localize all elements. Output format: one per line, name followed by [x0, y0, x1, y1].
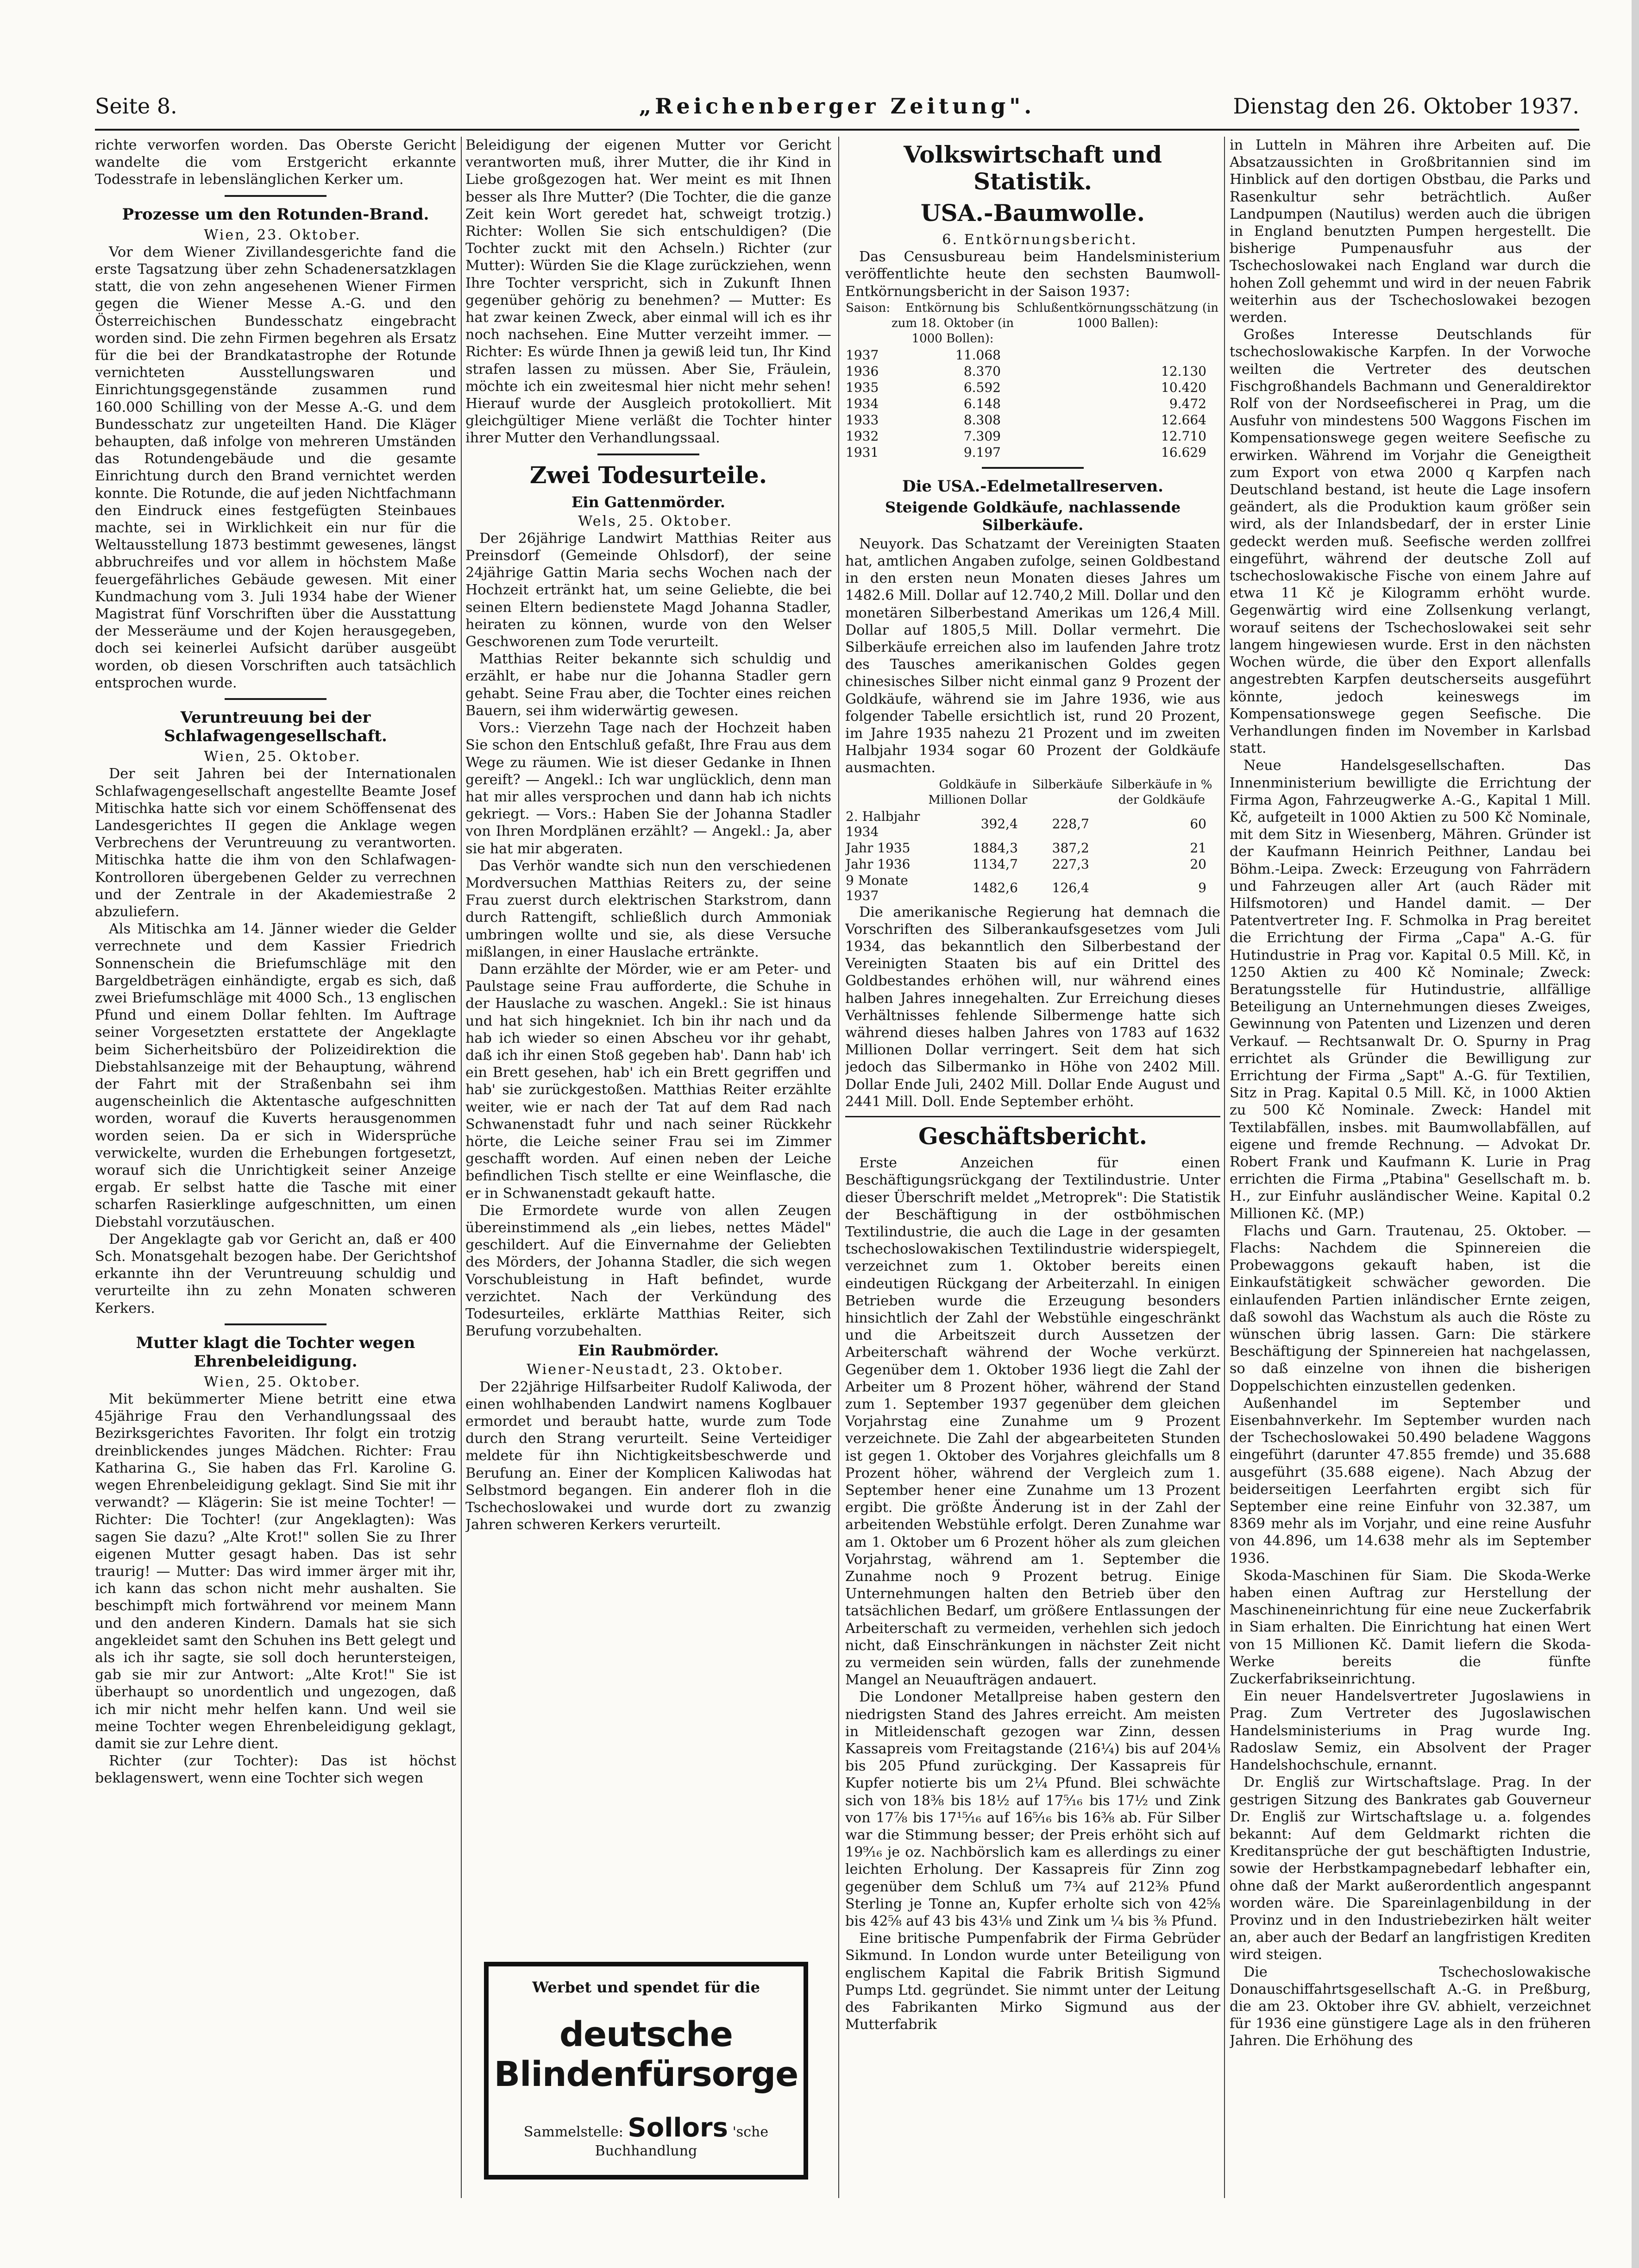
article-text: Neue Handelsgesellschaften. Das Innenministerium bewilligte die Errichtung der Firma Agon, Fahrzeugwerke A.-G., Kapital 1 Mill. Kč, aufgeteilt in 1000 Aktien zu 500 Kč Nominale, mit dem Sitz in Wiesenberg, Mähren. Gründer ist der Kaufmann Heinrich Peithner, Landau bei Böhm.-Leipa. Zweck: Erzeugung von Fahrrädern und Fahrzeugen aller Art (auch Räder mit Hilfsmotoren) und Handel damit. — Der Patentvertreter Ing. F. Schmolka in Prag bereitet die Errichtung der Firma „Capa" A.-G. für Hutindustrie in Prag vor. Kapital 0.5 Mill. Kč, in 1250 Aktien zu 400 Kč Nominale; Zweck: Beratungsstelle für Hutindustrie, allfällige Beteiligung an Unternehmungen dieses Zweiges, Gewinnung von Patenten und Lizenzen und deren Verkauf. — Rechtsanwalt Dr. O. Spurny in Prag errichtet als Gründer die Bewilligung zur Errichtung der Firma „Sapt" A.-G. für Textilien, Sitz in Prag. Kapital 0.5 Mill. Kč, in 1000 Aktien zu 500 Kč Nominale. Zweck: Handel mit Textilabfällen, insbes. mit Baumwollabfällen, auf eigene und fremde Rechnung. — Advokat Dr. Robert Frank und Kaufmann K. Lurie in Prag errichten die Firma „Ptabina" Gesellschaft m. b. H., zur Einfuhr ausländischer Weine. Kapital 0.2 Millionen Kč. (MP.) [1230, 757, 1591, 1222]
table-cell: 1482,6 [972, 880, 1018, 896]
dateline: Wien, 23. Oktober. [204, 227, 361, 243]
table-row [845, 363, 1220, 379]
column-divider [1224, 137, 1225, 2198]
table-header-cell [845, 777, 924, 808]
table-row [845, 347, 1220, 363]
table-cell: 1884,3 [972, 840, 1018, 856]
column-1 [95, 137, 456, 2198]
advertisement-box [484, 1962, 808, 2180]
article-text: Dann erzählte der Mörder, wie er am Peter- und Paulstage seine Frau aufforderte, die Schuhe in der Hauslache zu waschen. Angekl.: Sie ist hinaus und hat sich hingekniet. Ich bin ihr nach und da hab ich wieder so einen Abscheu vor ihr gehabt, daß ich ihr einen Stoß gegeben hab'. Dann hab' ich ein Brett gesehen, hab' ich ein Brett gegriffen und hab' sie zurückgestoßen. Matthias Reiter erzählte weiter, wie er nach der Tat auf dem Rad nach Schwanenstadt fuhr und nach seiner Rückkehr hörte, die Leiche seiner Frau sei im Zimmer geschafft worden. Auf einen neben der Leiche befindlichen Tisch stellte er eine Weinflasche, die er in Schwanenstadt gekauft hatte. [465, 961, 831, 1202]
newspaper-name: „Reichenberger Zeitung". [639, 94, 1036, 119]
table-header-cell: Schlußentkörnungsschätzung (in 1000 Ballen): [1016, 301, 1219, 330]
article-text: Skoda-Maschinen für Siam. Die Skoda-Werke haben einen Auftrag zur Herstellung der Maschineneinrichtung für eine neue Zuckerfabrik in Siam erhalten. Die Einrichtung hat einen Wert von 15 Millionen Kč. Damit liefern die Skoda-Werke bereits die fünfte Zuckerfabrikseinrichtung. [1230, 1567, 1591, 1688]
article-text: Der 22jährige Hilfsarbeiter Rudolf Kaliwoda, der einen wohlhabenden Landwirt namens Koglbauer ermordet und beraubt hatte, wurde zum Tode durch den Strang verurteilt. Seine Verteidiger meldete für ihn Nichtigkeitsbeschwerde und Berufung an. Einer der Komplicen Kaliwodas hat Selbstmord begangen. Ein anderer floh in die Tschechoslowakei und wurde dort zu zwanzig Jahren schweren Kerkers verurteilt. [465, 1379, 831, 1533]
table-cell: 12.710 [1161, 428, 1206, 444]
article-subheadline: Ein Gattenmörder. [571, 493, 726, 511]
section-title: Geschäftsbericht. [918, 1122, 1148, 1150]
article-text: Das Verhör wandte sich nun den verschiedenen Mordversuchen Matthias Reiters zu, der seine Frau zuerst durch elektrischen Starkstrom, dann durch Rattengift, schließlich durch Ammoniak umbringen wollte und sie, als diese Versuche mißlangen, in einer Hauslache ertränkte. [465, 857, 831, 960]
article-text: Mit bekümmerter Miene betritt eine etwa 45jährige Frau den Verhandlungssaal des Bezirksgerichtes Favoriten. Ihr folgt ein trotzig dreinblickendes junges Mädchen. Richter: Frau Katharina G., Sie haben das Frl. Karoline G. wegen Ehrenbeleidigung geklagt. Sind Sie mit ihr verwandt? — Klägerin: Sie ist meine Tochter! — Richter: Die Tochter! (zur Angeklagten): Was sagen Sie dazu? „Alte Krot!" sollen Sie zu Ihrer eigenen Mutter gesagt haben. Das ist sehr traurig! — Mutter: Das wird immer ärger mit ihr, ich kann das schon nicht mehr aushalten. Sie beschimpft mich fortwährend vor meinem Mann und den anderen Kindern. Damals hat sie sich angekleidet samt den Schuhen ins Bett gelegt und als ich ihr sagte, sie soll doch heruntersteigen, gab sie mir zur Antwort: „Alte Krot!" Sie ist überhaupt so unordentlich und ungezogen, daß ich mir nicht mehr helfen kann. Und weil sie meine Tochter wegen Ehrenbeleidigung geklagt, damit sie zur Lehre dient. [95, 1391, 456, 1752]
table-cell: 228,7 [1052, 816, 1089, 832]
table-cell: 11.068 [955, 347, 1001, 363]
page-header [95, 88, 1579, 124]
table-cell: 227,3 [1052, 856, 1089, 872]
article-text: Das Censusbureau beim Handelsministerium veröffentlichte heute den sechsten Baumwoll-Entkörnungsbericht in der Saison 1937: [845, 249, 1220, 300]
article-text: Erste Anzeichen für einen Beschäftigungsrückgang der Textilindustrie. Unter dieser Überschrift meldet „Metroprek": Die Statistik der Beschäftigung in der ostböhmischen Textilindustrie, die auch die Lage in der gesamten tschechoslowakischen Textilindustrie widerspiegelt, verzeichnet zum 1. Oktober bereits einen eindeutigen Rückgang der Arbeiterzahl. In einigen Betrieben wurde die Erzeugung besonders hinsichtlich der Zahl der Webstühle eingeschränkt und die Arbeitszeit durch Aussetzen der Arbeiterschaft während der Woche verkürzt. Gegenüber dem 1. Oktober 1936 liegt die Zahl der Arbeiter um 8 Prozent höher, während der Stand zum 1. September 1937 gegenüber dem gleichen Vorjahrstag eine Zunahme um 9 Prozent verzeichnete. Die Zahl der abgearbeiteten Stunden ist gegen 1. Oktober des Vorjahres gleichfalls um 8 Prozent höher, während der Vergleich zum 1. September hener eine Zunahme um 13 Prozent ergibt. Die größte Änderung ist in der Zahl der arbeitenden Webstühle erfolgt. Deren Zunahme war am 1. Oktober um 6 Prozent höher als zum gleichen Vorjahrstag, während am 1. September die Zunahme noch 9 Prozent betrug. Einige Unternehmungen halten den Betrieb über den tatsächlichen Bedarf, um größere Entlassungen der Arbeiterschaft zu vermeiden, verhehlen sich jedoch nicht, daß Einschränkungen in nächster Zeit nicht zu vermeiden sein würden, falls der zunehmende Mangel an Neuaufträgen andauert. [845, 1155, 1220, 1688]
article-text: richte verworfen worden. Das Oberste Gericht wandelte die vom Erstgericht erkannte Todesstrafe in lebenslänglichen Kerker um. [95, 137, 456, 188]
article-text: Die Londoner Metallpreise haben gestern den niedrigsten Stand des Jahres erreicht. Am meisten in Mitleidenschaft gezogen war Zinn, dessen Kassapreis vom Freitagstande (216¼) bis auf 204⅛ bis 205 Pfund zurückging. Der Kassapreis für Kupfer notierte bis um 2¼ Pfund. Blei schwächte sich von 18⅜ bis 18½ auf 17⁵⁄₁₆ bis 17½ und Zink von 17⅞ bis 17¹⁵⁄₁₆ auf 16⁵⁄₁₆ bis 16⅜ ab. Für Silber war die Stimmung besser; der Preis erhöht sich auf 19⁹⁄₁₆ je oz. Nachbörslich kam es allerdings zu einer leichten Erholung. Der Kassapreis für Zinn zog gegenüber dem Schluß um 7¾ auf 212⅜ Pfund Sterling je Tonne an, Kupfer erholte sich von 42⅝ bis 42⅝ auf 43 bis 43⅛ und Zink um ¼ bis ⅜ Pfund. [845, 1689, 1220, 1930]
table-row [845, 412, 1220, 428]
section-divider [845, 1116, 1220, 1117]
article-headline: Die USA.-Edelmetallreserven. [902, 477, 1163, 496]
article-headline: USA.-Baumwolle. [920, 199, 1145, 227]
table-header-cell: Silberkäufe [1032, 777, 1103, 792]
header-rule [95, 129, 1579, 131]
table-cell: 9.197 [963, 444, 1001, 460]
article-text: Beleidigung der eigenen Mutter vor Gericht verantworten muß, ihrer Mutter, die ihr Kind in Liebe großgezogen hat. Wer meint es mit Ihnen besser als Ihre Mutter? (Die Tochter, die die ganze Zeit kein Wort geredet hat, schweigt trotzig.) Richter: Wollen Sie sich entschuldigen? (Die Tochter zuckt mit den Achseln.) Richter (zur Mutter): Würden Sie die Klage zurückziehen, wenn Ihre Tochter verspricht, sich in Zukunft Ihnen gegenüber gehörig zu benehmen? — Mutter: Es hat zwar keinen Zweck, aber einmal will ich es ihr noch nachsehen. Eine Mutter verzeiht immer. — Richter: Es würde Ihnen ja gewiß leid tun, Ihr Kind strafen lassen zu müssen. Aber Sie, Fräulein, möchte ich ein zweitesmal hier nicht mehr sehen! Hierauf wurde der Ausgleich protokolliert. Mit gleichgültiger Miene verläßt die Tochter hinter ihrer Mutter den Verhandlungssaal. [465, 137, 831, 447]
column-4 [1230, 137, 1591, 2198]
table-cell: 126,4 [1052, 880, 1089, 896]
table-cell: 392,4 [980, 816, 1018, 832]
table-cell: 12.664 [1161, 412, 1206, 428]
article-divider [225, 1323, 327, 1325]
article-text: Die amerikanische Regierung hat demnach die Vorschriften des Silberankaufsgesetzes vom Juli 1934, das bekanntlich den Silberbestand der Vereinigten Staaten bis auf ein Drittel des Goldbestandes erhöhen will, nur während eines halben Jahres innegehalten. Zur Erreichung dieses Verhältnisses fehlende Silbermenge hatte sich während dieses halben Jahres von 1783 auf 1632 Millionen Dollar verringert. Seit dem hat sich jedoch das Silbermanko in Höhe von 2402 Mill. Dollar Ende Juli, 2402 Mill. Dollar Ende August und 2441 Mill. Doll. Ende September erhöht. [845, 904, 1220, 1110]
table-cell: 12.130 [1161, 363, 1206, 379]
table-cell: 8.308 [963, 412, 1001, 428]
table-row [845, 379, 1220, 396]
dateline: Wiener-Neustadt, 23. Oktober. [527, 1361, 784, 1378]
ad-brand-suffix: 'sche Buchhandlung [595, 2124, 769, 2159]
article-headline: Veruntreuung bei der Schlafwagengesellschaft. [164, 708, 387, 746]
article-text: Flachs und Garn. Trautenau, 25. Oktober. — Flachs: Nachdem die Spinnereien die Probewaggons gekauft haben, ist die Einkaufstätigkeit schwächer geworden. Die einlaufenden Partien inländischer Ernte zeigen, daß sowohl das Wachstum als auch die Röste zu wünschen übrig lassen. Garn: Die stärkere Beschäftigung der Spinnereien hat nachgelassen, so daß einzelne von ihnen die bisherigen Doppelschichten einzustellen gedenken. [1230, 1222, 1591, 1394]
article-text: Großes Interesse Deutschlands für tschechoslowakische Karpfen. In der Vorwoche weilten die Vertreter des deutschen Fischgroßhandels Bachmann und Generaldirektor Rolf von der Nordseefischerei in Prag, um die Ausfuhr von mindestens 500 Waggons Fischen im Kompensationswege gegen weitere Seefische zu erwirken. Während im Vorjahr die Geneigtheit zum Export von etwa 2000 q Karpfen nach Deutschland bestand, ist heute die Lage insofern geändert, als die Produktion kaum größer sein wird, als der Inlandsbedarf, der in erster Linie gedeckt werden muß. Seefische werden zollfrei eingeführt, während der deutsche Zoll auf tschechoslowakische Fische von einem Jahre auf etwa 11 Kč je Kilogramm erhöht wurde. Gegenwärtig wird eine Zollsenkung verlangt, worauf seitens der Tschechoslowakei seit sehr langem hingewiesen wurde. Erst in den nächsten Wochen würde, die über den Export allenfalls angestrebten Karpfen deutscherseits ausgeführt könnte, jedoch keineswegs im Kompensationswege gegen Seefische. Die Verhandlungen finden im November in Karlsbad statt. [1230, 327, 1591, 757]
article-subheadline: 6. Entkörnungsbericht. [942, 232, 1137, 248]
article-text: in Lutteln in Mähren ihre Arbeiten auf. Die Absatzaussichten in Großbritannien sind im Hinblick auf den dortigen Obstbau, die Parks und Rasenkultur sehr beträchtlich. Außer Landpumpen (Nautilus) werden auch die übrigen in England benutzten Pumpen hergestellt. Die bisherige Pumpenausfuhr aus der Tschechoslowakei nach England war durch die hohen Zoll gehemmt und wird in der neuen Fabrik weiterhin aus der Tschechoslowakei bezogen werden. [1230, 137, 1591, 326]
table-cell: 6.148 [963, 396, 1001, 411]
scan-edge [1632, 0, 1639, 2268]
article-text: Die Ermordete wurde von allen Zeugen übereinstimmend als „ein liebes, nettes Mädel" geschildert. Auf die Einvernahme der Geliebten des Mörders, der Johanna Stadler, die sich wegen Vorschubleistung in Haft befindet, wurde verzichtet. Nach der Verkündung des Todesurteiles, erklärte Matthias Reiter, sich Berufung vorzubehalten. [465, 1202, 831, 1340]
article-text: Neuyork. Das Schatzamt der Vereinigten Staaten hat, amtlichen Angaben zufolge, seinen Goldbestand in den ersten neun Monaten dieses Jahres um 1482.6 Mill. Dollar auf 12.740,2 Mill. Dollar und den monetären Silberbestand Amerikas um 126,4 Mill. Dollar auf 1805,5 Mill. Dollar vermehrt. Die Silberkäufe erreichen also im laufenden Jahre trotz des Tausches amerikanischen Goldes gegen chinesisches Silber nicht einmal ganz 9 Prozent der Goldkäufe, während sie im Jahre 1936, wie aus folgender Tabelle ersichtlich ist, rund 20 Prozent, im Jahre 1935 nahezu 21 Prozent und im zweiten Halbjahr 1934 sogar 60 Prozent der Goldkäufe ausmachten. [845, 536, 1220, 776]
table-cell: 1935 [846, 379, 879, 395]
article-text: Dr. Engliš zur Wirtschaftslage. Prag. In der gestrigen Sitzung des Bankrates gab Gouverneur Dr. Engliš zur Wirtschaftslage u. a. folgendes bekannt: Auf dem Geldmarkt richten die Kreditansprüche der gut beschäftigten Industrie, sowie der Herbstkampagnebedarf lebhafter ein, ohne daß der Markt außerordentlich angespannt worden wäre. Die Spareinlagenbildung in der Provinz und in den Industriebezirken hält weiter an, aber auch der Bedarf an langfristigen Krediten wird steigen. [1230, 1774, 1591, 1963]
article-text: Der 26jährige Landwirt Matthias Reiter aus Preinsdorf (Gemeinde Ohlsdorf), der seine 24jährige Gattin Maria sechs Wochen nach der Hochzeit ertränkt hat, um seine Geliebte, die bei seinen Eltern bedienstete Magd Johanna Stadler, heiraten zu können, wurde von den Welser Geschworenen zum Tode verurteilt. [465, 530, 831, 650]
issue-date: Dienstag den 26. Oktober 1937. [1233, 94, 1579, 119]
table-cell: 1931 [846, 444, 879, 460]
table-row [845, 840, 1220, 856]
column-3 [845, 137, 1220, 2198]
table-cell: 1933 [846, 412, 879, 428]
article-text: Vors.: Vierzehn Tage nach der Hochzeit haben Sie schon den Entschluß gefaßt, Ihre Frau aus dem Wege zu räumen. Wie ist dieser Gedanke in Ihnen gereift? — Angekl.: Ich war unglücklich, denn man hat mir alles versprochen und dann hab ich nichts gekriegt. — Vors.: Haben Sie der Johanna Stadler von Ihren Mordplänen erzählt? — Angekl.: Ja, aber sie hat mir abgeraten. [465, 720, 831, 857]
table-cell: 1936 [846, 363, 879, 379]
table-cell: 10.420 [1161, 379, 1206, 395]
article-divider [225, 195, 327, 197]
article-text: Die Tschechoslowakische Donauschiffahrtsgesellschaft A.-G. in Preßburg, die am 23. Oktober ihre GV. abhielt, verzeichnet für 1936 eine günstigere Lage als in den früheren Jahren. Die Erhöhung des [1230, 1964, 1591, 2049]
table-cell: 7.309 [963, 428, 1001, 444]
table-cell: 1134,7 [972, 856, 1018, 872]
ad-collection-label: Sammelstelle: [523, 2124, 623, 2140]
table-cell: 1932 [846, 428, 879, 444]
table-cell: 1937 [846, 347, 879, 363]
table-cell: 21 [1190, 840, 1206, 856]
ad-brand: Sollors [628, 2113, 728, 2143]
table-cell: 2. Halbjahr 1934 [846, 808, 920, 839]
table-cell: Jahr 1936 [846, 856, 911, 872]
table-cell: 60 [1190, 816, 1206, 832]
article-divider [982, 467, 1084, 469]
table-cell: 1934 [846, 396, 879, 411]
article-text: Als Mitischka am 14. Jänner wieder die Gelder verrechnete und dem Kassier Friedrich Sonnenschein die Briefumschläge mit den Bargeldbeträgen einhändigte, ergab es sich, daß zwei Briefumschläge mit 4000 Sch., 13 englischen Pfund und einem Dollar fehlten. Im Auftrage seiner Vorgesetzten erstattete der Angeklagte beim Sicherheitsbüro der Polizeidirektion die Diebstahlsanzeige mit der Behauptung, während der Fahrt mit der Straßenbahn sei ihm augenscheinlich die Aktentasche aufgeschnitten worden, worauf die Kuverts herausgenommen worden seien. Da er sich in Widersprüche verwickelte, wurden die Erhebungen fortgesetzt, worauf sich die Unrichtigkeit seiner Anzeige ergab. Er selbst hatte die Tasche mit einer scharfen Rasierklinge aufgeschnitten, um einen Diebstahl vorzutäuschen. [95, 921, 456, 1230]
precious-metal-table [845, 777, 1220, 904]
table-row [845, 428, 1220, 444]
article-text: Eine britische Pumpenfabrik der Firma Gebrüder Sikmund. In London wurde unter Beteiligung von englischem Kapital die Fabrik British Sigmund Pumps Ltd. gegründet. Sie nimmt unter der Leitung des Fabrikanten Mirko Sigmund aus der Mutterfabrik [845, 1930, 1220, 2033]
table-cell [1015, 347, 1220, 363]
table-row [845, 444, 1220, 460]
article-headline: Mutter klagt die Tochter wegen Ehrenbeleidigung. [136, 1333, 415, 1371]
page-number: Seite 8. [95, 94, 177, 119]
table-header-cell: Entkörnung bis zum 18. Oktober (in 1000 Bollen): [892, 301, 1014, 346]
table-cell: 20 [1190, 856, 1206, 872]
table-cell: 6.592 [963, 379, 1001, 395]
dateline: Wien, 25. Oktober. [204, 1373, 361, 1390]
table-row [845, 808, 1220, 840]
column-divider [838, 137, 839, 2198]
article-text: Der Angeklagte gab vor Gericht an, daß er 400 Sch. Monatsgehalt bezogen habe. Der Gerichtshof erkannte ihn der Veruntreuung schuldig und verurteilte ihn zu zehn Monaten schweren Kerkers. [95, 1231, 456, 1317]
article-text: Richter (zur Tochter): Das ist höchst beklagenswert, wenn eine Tochter sich wegen [95, 1753, 456, 1787]
table-header-cell: Goldkäufe in Millionen Dollar [928, 777, 1028, 807]
table-cell: 9.472 [1169, 396, 1206, 411]
table-cell: 8.370 [963, 363, 1001, 379]
table-cell: 9 Monate 1937 [846, 872, 908, 903]
section-title: Volkswirtschaft und Statistik. [904, 141, 1162, 195]
article-text: Der seit Jahren bei der Internationalen Schlafwagengesellschaft angestellte Beamte Josef Mitischka hatte sich vor einem Schöffensenat des Landesgerichtes II gegen die Anklage wegen Verbrechens der Veruntreuung zu verantworten. Mitischka hatte die ihm von den Schlafwagen-Kontrolloren übergebenen Gelder zu verrechnen und der Zentrale in der Akademiestraße 2 abzuliefern. [95, 766, 456, 920]
article-subheadline: Ein Raubmörder. [578, 1342, 719, 1360]
table-cell: Jahr 1935 [846, 840, 911, 856]
article-divider [225, 698, 327, 700]
dateline: Wien, 25. Oktober. [204, 749, 361, 765]
article-headline: Zwei Todesurteile. [529, 461, 767, 489]
article-headline: Prozesse um den Rotunden-Brand. [122, 205, 429, 224]
cotton-ginning-table [845, 300, 1220, 460]
table-cell: 9 [1198, 880, 1206, 896]
table-header-cell: Saison: [846, 301, 891, 315]
ad-main-line: deutsche Blindenfürsorge [494, 2015, 798, 2094]
dateline: Wels, 25. Oktober. [578, 513, 733, 529]
ad-bottom-line [489, 2113, 804, 2159]
article-text: Ein neuer Handelsvertreter Jugoslawiens in Prag. Zum Vertreter des Jugoslawischen Handelsministeriums in Prag wurde Ing. Radoslaw Semiz, ein Absolvent der Prager Handelshochschule, ernannt. [1230, 1688, 1591, 1774]
column-divider [461, 137, 462, 2198]
table-row [845, 856, 1220, 872]
table-row [845, 396, 1220, 412]
table-header-cell: Silberkäufe in % der Goldkäufe [1111, 777, 1212, 807]
article-subheadline: Steigende Goldkäufe, nachlassende Silberkäufe. [885, 498, 1181, 534]
column-2 [465, 137, 831, 2198]
table-cell: 387,2 [1052, 840, 1089, 856]
article-text: Vor dem Wiener Zivillandesgerichte fand die erste Tagsatzung über zehn Schadenersatzklagen statt, die von zehn angesehenen Wiener Firmen gegen die Wiener Messe A.-G. und den Österreichischen Bundesschatz eingebracht worden sind. Die zehn Firmen begehren als Ersatz für die bei der Brandkatastrophe der Rotunde vernichteten Ausstellungswaren und Einrichtungsgegenstände zusammen rund 160.000 Schilling von der Messe A.-G. und dem Bundesschatz zur ungeteilten Hand. Die Kläger behaupten, daß infolge von mehreren Umständen das Rotundengebäude und die gesamte Einrichtung durch den Brand vernichtet werden konnte. Die Rotunde, die auf jeden Nichtfachmann den Eindruck eines festgefügten Steinbaues machte, sei in Wirklichkeit ein nur für die Weltausstellung 1873 bestimmt gewesenes, längst abbruchreifes und vor allem in höchstem Maße feuergefährliches Gebäude gewesen. Mit einer Kundmachung vom 3. Juli 1934 habe der Wiener Magistrat fünf Vorschriften über die Ausstattung der Messeräume und der Kojen herausgegeben, doch sei keinerlei Aufsicht darüber ausgeübt worden, ob diesen Vorschriften auch tatsächlich entsprochen wurde. [95, 244, 456, 691]
ad-top-line: Werbet und spendet für die [532, 1978, 760, 1996]
article-text: Matthias Reiter bekannte sich schuldig und erzählt, er habe nur die Johanna Stadler gern gehabt. Seine Frau aber, die Tochter eines reichen Bauern, sei ihm widerwärtig gewesen. [465, 651, 831, 719]
table-row [845, 872, 1220, 904]
article-text: Außenhandel im September und Eisenbahnverkehr. Im September wurden nach der Tschechoslowakei 50.490 beladene Waggons eingeführt (darunter 47.855 fremde) und 35.688 ausgeführt (35.688 eigene). Nach Abzug der beiderseitigen Leerfahrten ergibt sich für September eine reine Einfuhr von 32.387, um 8369 mehr als im Vorjahr, und eine reine Ausfuhr von 44.896, um 14.638 mehr als im September 1936. [1230, 1395, 1591, 1567]
table-cell: 16.629 [1161, 444, 1206, 460]
article-divider [597, 454, 699, 455]
